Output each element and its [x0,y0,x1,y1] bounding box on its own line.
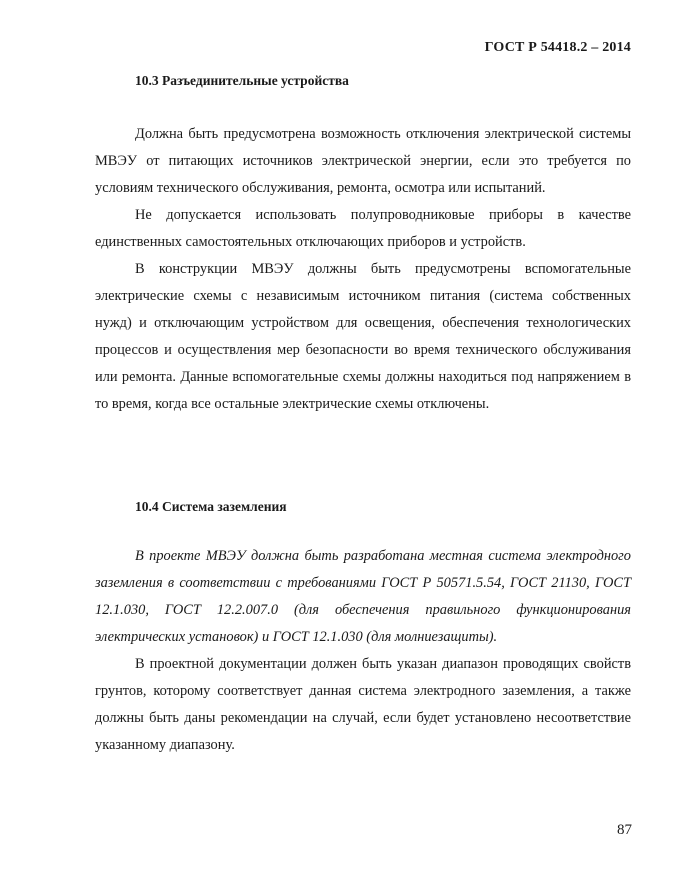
paragraph: В конструкции МВЭУ должны быть предусмотрены вспомогательные электрические схемы с независимым источником питания (система собственных нужд) и отключающим устройством для освещения, обеспечения технологических процессов и осуществления мер безопасности во время технического обслуживания или ремонта. Данные вспомогательные схемы должны находиться под напряжением в то время, когда все остальные электрические схемы отключены. [95,261,631,412]
section-10-3-body [95,121,631,418]
paragraph: Должна быть предусмотрена возможность отключения электрической системы МВЭУ от питающих источников электрической энергии, если это требуется по условиям технического обслуживания, ремонта, осмотра или испытаний. [95,126,631,196]
paragraph-italic: В проекте МВЭУ должна быть разработана местная система электродного заземления в соответствии с требованиями ГОСТ Р 50571.5.54, ГОСТ 21130, ГОСТ 12.1.030, ГОСТ 12.2.007.0 (для обеспечения правильного функционирования электрических установок) и ГОСТ 12.1.030 (для молниезащиты). [95,548,631,645]
paragraph: В проектной документации должен быть указан диапазон проводящих свойств грунтов, которому соответствует данная система электродного заземления, а также должны быть даны рекомендации на случай, если будет установлено несоответствие указанному диапазону. [95,656,631,753]
section-10-3-title: 10.3 Разъединительные устройства [135,73,349,88]
paragraph: Не допускается использовать полупроводниковые приборы в качестве единственных самостоятельных отключающих приборов и устройств. [95,207,631,250]
section-10-4-title: 10.4 Система заземления [135,499,287,514]
section-10-4-body [95,543,631,759]
page-number: 87 [617,822,632,838]
document-code-header: ГОСТ Р 54418.2 – 2014 [484,40,631,55]
